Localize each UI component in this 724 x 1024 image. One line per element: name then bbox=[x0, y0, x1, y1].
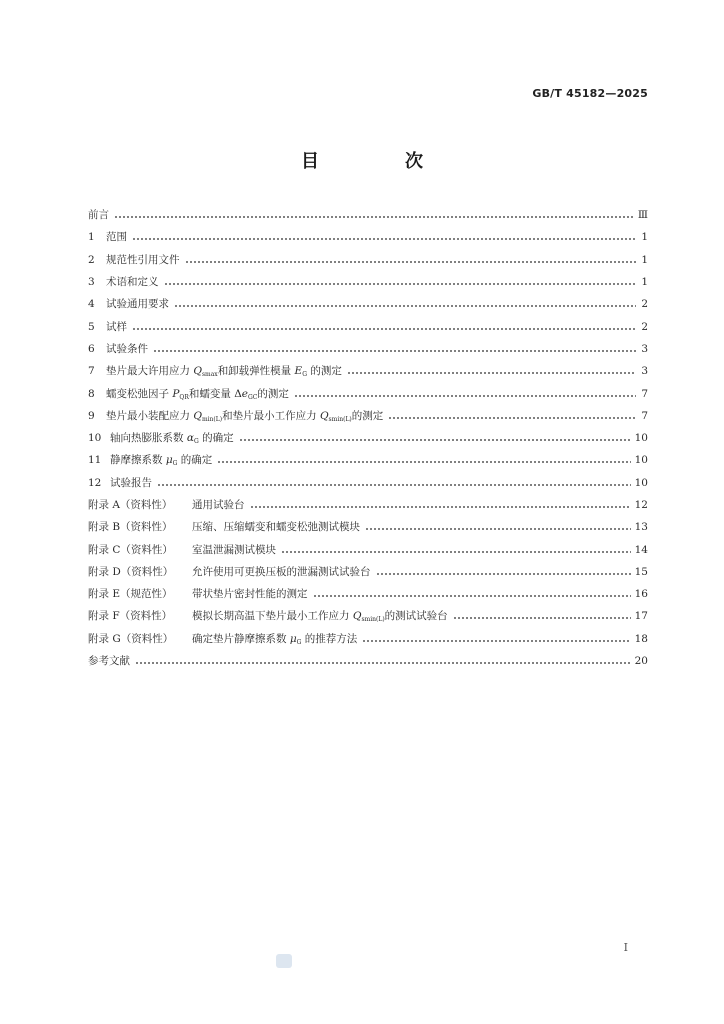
dot-leader bbox=[164, 283, 637, 285]
section-number: 4 bbox=[88, 298, 95, 311]
toc-page-number: 10 bbox=[634, 454, 648, 467]
toc-entry-title: 规范性引用文件 bbox=[106, 253, 180, 266]
toc-page-number: 1 bbox=[641, 276, 648, 289]
toc-appendix-e[interactable] bbox=[88, 583, 648, 605]
publisher-logo-icon bbox=[276, 954, 292, 968]
toc-page-number: 18 bbox=[634, 632, 648, 645]
toc-entry-1[interactable] bbox=[88, 226, 648, 248]
appendix-label: 附录 G（资料性） bbox=[88, 632, 174, 645]
toc-page-number: 1 bbox=[641, 231, 648, 244]
toc-page-number: 2 bbox=[641, 320, 648, 333]
standard-number: GB/T 45182—2025 bbox=[532, 87, 648, 100]
toc-page-number: 7 bbox=[641, 409, 648, 422]
toc-page-number: 14 bbox=[634, 543, 648, 556]
section-number: 10 bbox=[88, 432, 102, 445]
toc-entry-9[interactable] bbox=[88, 405, 648, 427]
section-number: 6 bbox=[88, 342, 95, 355]
toc-entry-title: 试验报告 bbox=[110, 476, 152, 489]
toc-entry-2[interactable] bbox=[88, 249, 648, 271]
dot-leader bbox=[174, 305, 636, 307]
toc-entry-title: 7 垫片最大许用应力 $Q_{smax}$和卸载弹性模量 $E_G$ 的测定 bbox=[88, 365, 342, 379]
dot-leader bbox=[135, 662, 631, 664]
toc-page-number: Ⅲ bbox=[637, 209, 648, 222]
toc-entry-5[interactable] bbox=[88, 315, 648, 337]
dot-leader bbox=[313, 595, 631, 597]
toc-page-number: 20 bbox=[634, 655, 648, 668]
dot-leader bbox=[365, 528, 631, 530]
toc-entry-title: 参考文献 bbox=[88, 655, 130, 668]
toc-entry-title: 11 静摩擦系数 $\mu_G$ 的确定 bbox=[88, 454, 213, 468]
toc-entry-title: 压缩、压缩蠕变和蠕变松弛测试模块 bbox=[192, 521, 360, 534]
page-number: I bbox=[623, 941, 628, 954]
toc-page-number: 1 bbox=[641, 253, 648, 266]
section-number: 1 bbox=[88, 231, 95, 244]
appendix-label: 附录 E（规范性） bbox=[88, 588, 173, 601]
dot-leader bbox=[347, 372, 636, 374]
toc-appendix-d[interactable] bbox=[88, 561, 648, 583]
toc-entry-title: 通用试验台 bbox=[192, 499, 245, 511]
dot-leader bbox=[362, 640, 630, 642]
toc-page-number: 3 bbox=[641, 342, 648, 355]
dot-leader bbox=[132, 238, 636, 240]
toc-appendix-f[interactable] bbox=[88, 605, 648, 627]
toc-entry-title: 术语和定义 bbox=[106, 276, 159, 289]
toc-appendix-g[interactable] bbox=[88, 628, 648, 650]
dot-leader bbox=[114, 216, 634, 218]
dot-leader bbox=[250, 506, 631, 508]
appendix-label: 附录 F（资料性） bbox=[88, 610, 173, 623]
dot-leader bbox=[388, 417, 636, 419]
dot-leader bbox=[132, 328, 636, 330]
section-number: 7 bbox=[88, 365, 95, 378]
toc-entry-title: 10 轴向热膨胀系数 $\alpha_G$ 的确定 bbox=[88, 432, 234, 446]
toc-page-number: 7 bbox=[641, 387, 648, 400]
section-number: 5 bbox=[88, 320, 95, 333]
toc-page-number: 15 bbox=[634, 565, 648, 578]
section-number: 8 bbox=[88, 387, 95, 400]
toc-entry-title: 试样 bbox=[106, 320, 127, 333]
toc-page-number: 3 bbox=[641, 365, 648, 378]
toc-page-number: 17 bbox=[634, 610, 648, 623]
appendix-label: 附录 B（资料性） bbox=[88, 521, 173, 534]
toc-page-number: 13 bbox=[634, 521, 648, 534]
dot-leader bbox=[153, 350, 636, 352]
appendix-label: 附录 D（资料性） bbox=[88, 565, 174, 578]
toc-entry-title: 8 蠕变松弛因子 $P_{QR}$和蠕变量 $\Delta e_{GC}$的测定 bbox=[88, 387, 289, 401]
toc-entry-6[interactable] bbox=[88, 338, 648, 360]
section-number: 12 bbox=[88, 476, 102, 489]
dot-leader bbox=[217, 461, 630, 463]
toc-entry-title: 附录 G（资料性） 确定垫片静摩擦系数 $\mu_G$ 的推荐方法 bbox=[88, 632, 358, 646]
dot-leader bbox=[239, 439, 631, 441]
toc-appendix-b[interactable] bbox=[88, 516, 648, 538]
toc-appendix-a[interactable] bbox=[88, 494, 648, 516]
toc-entry-3[interactable] bbox=[88, 271, 648, 293]
toc-appendix-c[interactable] bbox=[88, 538, 648, 560]
toc-entry-11[interactable] bbox=[88, 449, 648, 471]
toc-entry-title: 室温泄漏测试模块 bbox=[192, 543, 276, 556]
toc-page-number: 12 bbox=[634, 499, 648, 511]
toc-entry-10[interactable] bbox=[88, 427, 648, 449]
appendix-label: 附录 C（资料性） bbox=[88, 543, 173, 556]
toc-entry-title: 试验条件 bbox=[106, 342, 148, 355]
toc-entry-title: 允许使用可更换压板的泄漏测试试验台 bbox=[192, 565, 371, 578]
appendix-label: 附录 A（资料性） bbox=[88, 499, 173, 511]
dot-leader bbox=[185, 261, 637, 263]
toc-entry-4[interactable] bbox=[88, 293, 648, 315]
toc-entry-title: 范围 bbox=[106, 231, 127, 244]
table-of-contents bbox=[88, 204, 648, 672]
toc-entry-title: 前言 bbox=[88, 209, 109, 222]
dot-leader bbox=[453, 617, 631, 619]
page-title: 目 次 bbox=[301, 151, 457, 172]
toc-entry-7[interactable] bbox=[88, 360, 648, 382]
dot-leader bbox=[376, 573, 631, 575]
section-number: 3 bbox=[88, 276, 95, 289]
section-number: 9 bbox=[88, 409, 95, 422]
dot-leader bbox=[281, 551, 631, 553]
toc-entry-12[interactable] bbox=[88, 472, 648, 494]
toc-page-number: 10 bbox=[634, 432, 648, 445]
toc-page-number: 2 bbox=[641, 298, 648, 311]
toc-page-number: 10 bbox=[634, 476, 648, 489]
section-number: 2 bbox=[88, 253, 95, 266]
dot-leader bbox=[157, 484, 631, 486]
toc-entry-references[interactable] bbox=[88, 650, 648, 672]
toc-entry-8[interactable] bbox=[88, 382, 648, 404]
toc-entry-title: 试验通用要求 bbox=[106, 298, 169, 311]
toc-entry-foreword[interactable] bbox=[88, 204, 648, 226]
toc-page-number: 16 bbox=[634, 588, 648, 601]
toc-entry-title: 附录 F（资料性） 模拟长期高温下垫片最小工作应力 $Q_{smin(L)}$的测试试验台 bbox=[88, 610, 448, 624]
dot-leader bbox=[294, 395, 636, 397]
section-number: 11 bbox=[88, 454, 102, 467]
toc-entry-title: 9 垫片最小装配应力 $Q_{min(L)}$和垫片最小工作应力 $Q_{smin(L)}$的测定 bbox=[88, 409, 384, 423]
toc-entry-title: 带状垫片密封性能的测定 bbox=[192, 588, 308, 601]
